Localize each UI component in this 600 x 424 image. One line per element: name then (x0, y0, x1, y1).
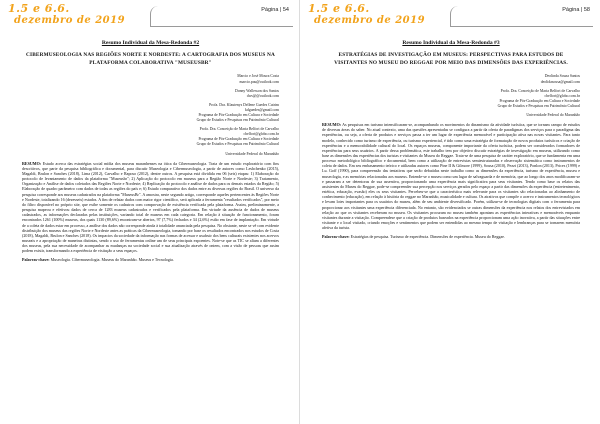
abstract-content-right (322, 40, 580, 240)
author-block (22, 152, 279, 157)
paper-title: CIBERMUSEOLOGIA NAS REGIÕES NORTE E NORDESTE: A CARTOGRAFIA DOS MUSEUS NA PLATAFORMA COLABORATIVA "MUSEUSBR" (26, 52, 275, 67)
abstract-paragraph (22, 161, 279, 254)
author-block (22, 127, 279, 147)
author-block (322, 74, 580, 84)
author-name: Marcio e José Moura Costa (237, 74, 279, 79)
abstract-text: Estudo acerca das estratégias social mídia dos museus maranhenses na ótica da Cibermuseologia. Trata de um estudo exploratório com fins descritivos, que parte da pesquisa bibliográfica e documental, para discutir Museologia e Cibermuseologia, a partir de autores como Leshchenko (2015), Magaldi, Brulon e Sanches (2018), Lima (2012), Carvalho e Raposo (2012), dentre outros. A pesquisa está dividida em 06 (seis) etapas: 1) Elaboração do protocolo de levantamento de dados da plataforma "Museusbr"; 2) Aplicação do protocolo em museus para a Região Norte e Nordeste; 3) Tratamento, Organização e Análise de dados coletados das Regiões Norte e Nordeste; 4) Replicação do protocolo e análise de dados para os demais estados da Região; 5) Elaboração de quadro parâmetro com dados de todas as regiões do país e; 6) Estudo comparativo dos dados entre as diversas regiões do Brasil. O universo da pesquisa corresponde aos museus cadastrados na plataforma "MuseusBr". A amostra, neste segundo artigo, corresponde aqueles pertencentes às Regiões Norte e Nordeste, totalizando 16 (dezesseis) estados. A fim de relatar dados com maior rigor científico, será aplicada a ferramenta "resultados verificados", por meio do filtro disponível no próprio site, que exibe somente os cadastros com comprovação de existência verificada pela plataforma. Assim, preliminarmente, a pesquisa mapeou e efetivou dados de cerca de 1283 museus cadastrados e verificados pela plataforma. Em virtude da ausência de dados de museus cadastrados, as informações declaradas pelas instituições, variando total de museus em cada categoria. Em relação à situação de funcionamento, foram encontrados 1261 (100%) museus, dos quais 1130 (89,6%) encontram-se abertos, 97 (7,7%) fechados e 34 (2,6%) estão em fase de implantação. Em virtude de a coleta de dados estar em processo, a análise dos dados não corresponde ainda à totalidade anunciada pela pesquisa. No obstante, neste se vê com evidente distribuição dos museus das regiões Norte e Nordeste antes as práticas da Cibermuseologia, tomando por base os resultados encontrados nos estudos de Costa (2018), Magaldi, Brulon e Sanches (2018). Os impactos da sociedade da informação nas formas de acessar e usufruir dos bens culturais existentes nos acervos museais e a apropriação de maneiras distintas, sendo o uso de ferramentas online um de seus principais expoentes. Note-se que as TIC se aliam a diferentes dos museus, pela sua necessidade de acompanhar as mudanças na sociedade social e sua atualização através de ontem, com a visão de pessoas que assim podem existir, transformando a experiência de visitação a seus espaços. (22, 160, 279, 254)
author-detail: Grupo de Estudos e Pesquisas em Patrimônio Cultural (196, 142, 279, 147)
author-name: Deolinda Souza Santos (544, 74, 580, 79)
author-detail: kdguedes@gmail.com (245, 107, 279, 112)
author-name: Universidade Federal do Maranhão (225, 151, 279, 156)
document-page-right (300, 0, 600, 424)
author-detail: cbelfort@globo.com.br (544, 93, 580, 98)
author-detail: Programa de Pós-Graduação em Cultura e Sociedade (499, 98, 580, 103)
abstract-label: RESUMO: (22, 160, 42, 166)
abstract-label: RESUMO: (322, 122, 342, 128)
author-name: Universidade Federal do Maranhão (526, 112, 580, 117)
abstract-paragraph (322, 122, 580, 230)
event-logo (308, 3, 428, 29)
author-detail: marcio.pau@outlook.com (239, 79, 279, 84)
event-logo-line1: 1.5 e 6.6. (8, 2, 70, 15)
abstract-content-left (22, 40, 279, 263)
event-logo-line2: dezembro de 2019 (314, 15, 426, 26)
author-detail: Programa de Pós-Graduação em Cultura e Sociedade (198, 112, 279, 117)
paper-title: ESTRATÉGIAS DE INVESTIGAÇÃO EM MUSEUS: PERSPECTIVAS PARA ESTUDOS DE VISITANTES NO MUSEU DO REGGAE POR MEIO DAS DIMENSÕES DAS EXPERIÊNCIAS. (334, 52, 568, 67)
keywords-label: Palavras-chave: (322, 234, 350, 240)
author-block (22, 103, 279, 123)
event-logo-line2: dezembro de 2019 (14, 15, 126, 26)
keywords-line (22, 257, 279, 262)
author-detail: Grupo de Estudos e Pesquisas em Patrimônio Cultural (196, 118, 279, 123)
abstract-text: As pesquisas em turismo intensificaram-se, acompanhando os movimentos do dinamismo da atividade turística, que se tornam campo de estudos de diversas áreas do saber. No atual contexto, uma das questões apresentadas se configura a partir da oferta de paradigmas dos serviços para o paradigma das experiências, ou seja, a oferta de produtos e serviços passa a ter um lugar de experiência memorável e participação ativa nas novas visitantes. Para tanto modelo, conhecido como turismo de experiência, ou turismo experiencial, é tido como uma estratégia de formatação de novos produtos turísticos e criação de experiências e a memorabilidade cultural do local. Os espaços museus, componente importante da oferta turística, podem ser considerados formadores de experiências para seus usuários. A partir dessa problemática, este trabalho tem por objetivo discutir estratégias de investigação em museus, utilizando como base as dimensões das experiências dos turistas e visitantes do Museu do Reggae. Trata-se de uma pesquisa de caráter exploratório, que se fundamenta em uma processo metodológico bibliográfico e documental, bem como a utilização de entrevistas semiestruturadas e observação sistemática como instrumentos de coleta de dados. Em seu embasamento teórico e utilizadas autores como Pine II & Gilmore (1999), Sousa (2010), Pezzi (2013), Ponlon (2013), Prices (1999) e Lu. Goff (1990), para compreensão das tentativas que serão debatidas neste trabalho como as dimensões da experiência, turismo de experiência, museu e museologia, e as memórias relacionadas aos museus. Entende-se o museu como um lugar de salvaguarda e de memória, que ao longo dos anos modificaram-se e passaram a ser detentoras de sua assentiva, proporcionando uma experiência mais significativa para seus visitantes. Tendo como base os relatos das assistentes do Museu do Reggae, pode-se compreender sua percepção nos serviços gerados pelo espaço a partir das dimensões da experiência (entretenimento, estética, educação, evasão) eles os seus visitantes. Percebeu-se que a característica mais relevante para os visitantes são relacionadas ao alinhamento de conhecimento (educação), em relação à história do reggae no Maranhão, musicalidade e cultura. Os atrativos que compõe o acervo e instrumentos tecnológicos e levam lotes importantes para os usuários do museu, além de seu ambiente diversificado. Porém, utilizar-se de tecnologias digitais com o ferramenta para proporcionar aos visitantes uma experiência diferenciada. No entanto, são evidenciados se outras dimensões da experiência nos relatos dos entrevistados em relação ao que os visitantes receberam no museu. Os visitantes procuram no museu também apontam as experiências interativas e memoráveis enquanto visitantes durante a visitação. Compreendese que a criação de produtos baseados na experiência proporcionam uma ação inovativa, a partir das situações entre visitante e o local visitado, criando emoções e sentimentos que podem ser entendidas ao mesmo tempo de visitação e lembranças para se tornarem memória afetiva da turista. (322, 122, 581, 231)
keywords-text: Museologia. Cibermuseologia. Museus do Maranhão. Museus e Tecnologia. (50, 257, 174, 263)
author-name: Profa. Dra. Klautenys Dellene Guedes Cutrim (209, 102, 279, 107)
author-detail: deolidasousa@gmail.com (540, 79, 580, 84)
author-name: Profa. Dra. Conceição de Maria Belfort de Carvalho (199, 127, 279, 132)
page-number: Página | 58 (562, 7, 590, 13)
author-list (22, 74, 279, 156)
keywords-line (322, 234, 580, 239)
author-detail: Programa de Pós-Graduação em Cultura e Sociedade (198, 137, 279, 142)
section-heading: Resumo Individual da Mesa-Redonda #2 (101, 40, 200, 46)
event-logo (8, 3, 128, 29)
keywords-label: Palavras-chave: (22, 257, 50, 263)
author-block (22, 89, 279, 99)
author-block (22, 74, 279, 84)
keywords-text: Estratégias de pesquisa. Turismo de experiência. Dimensões de experiência. Museu do Reggae. (350, 234, 505, 240)
author-detail: dws@@outlook.com (246, 93, 279, 98)
author-block (322, 89, 580, 109)
section-heading: Resumo Individual da Mesa-Redonda #3 (402, 40, 500, 46)
event-logo-line1: 1.5 e 6.6. (308, 2, 370, 15)
author-name: Profa. Dra. Conceição de Maria Belfort de Carvalho (500, 88, 580, 93)
author-detail: cbelfort@globo.com.br (243, 132, 279, 137)
author-detail: Grupo de Estudos e Pesquisas em Patrimônio Cultural (497, 103, 580, 108)
author-block (322, 113, 580, 118)
page-number: Página | 54 (261, 7, 289, 13)
author-name: Donny Wallesson dos Santos (234, 88, 279, 93)
author-list (322, 74, 580, 118)
